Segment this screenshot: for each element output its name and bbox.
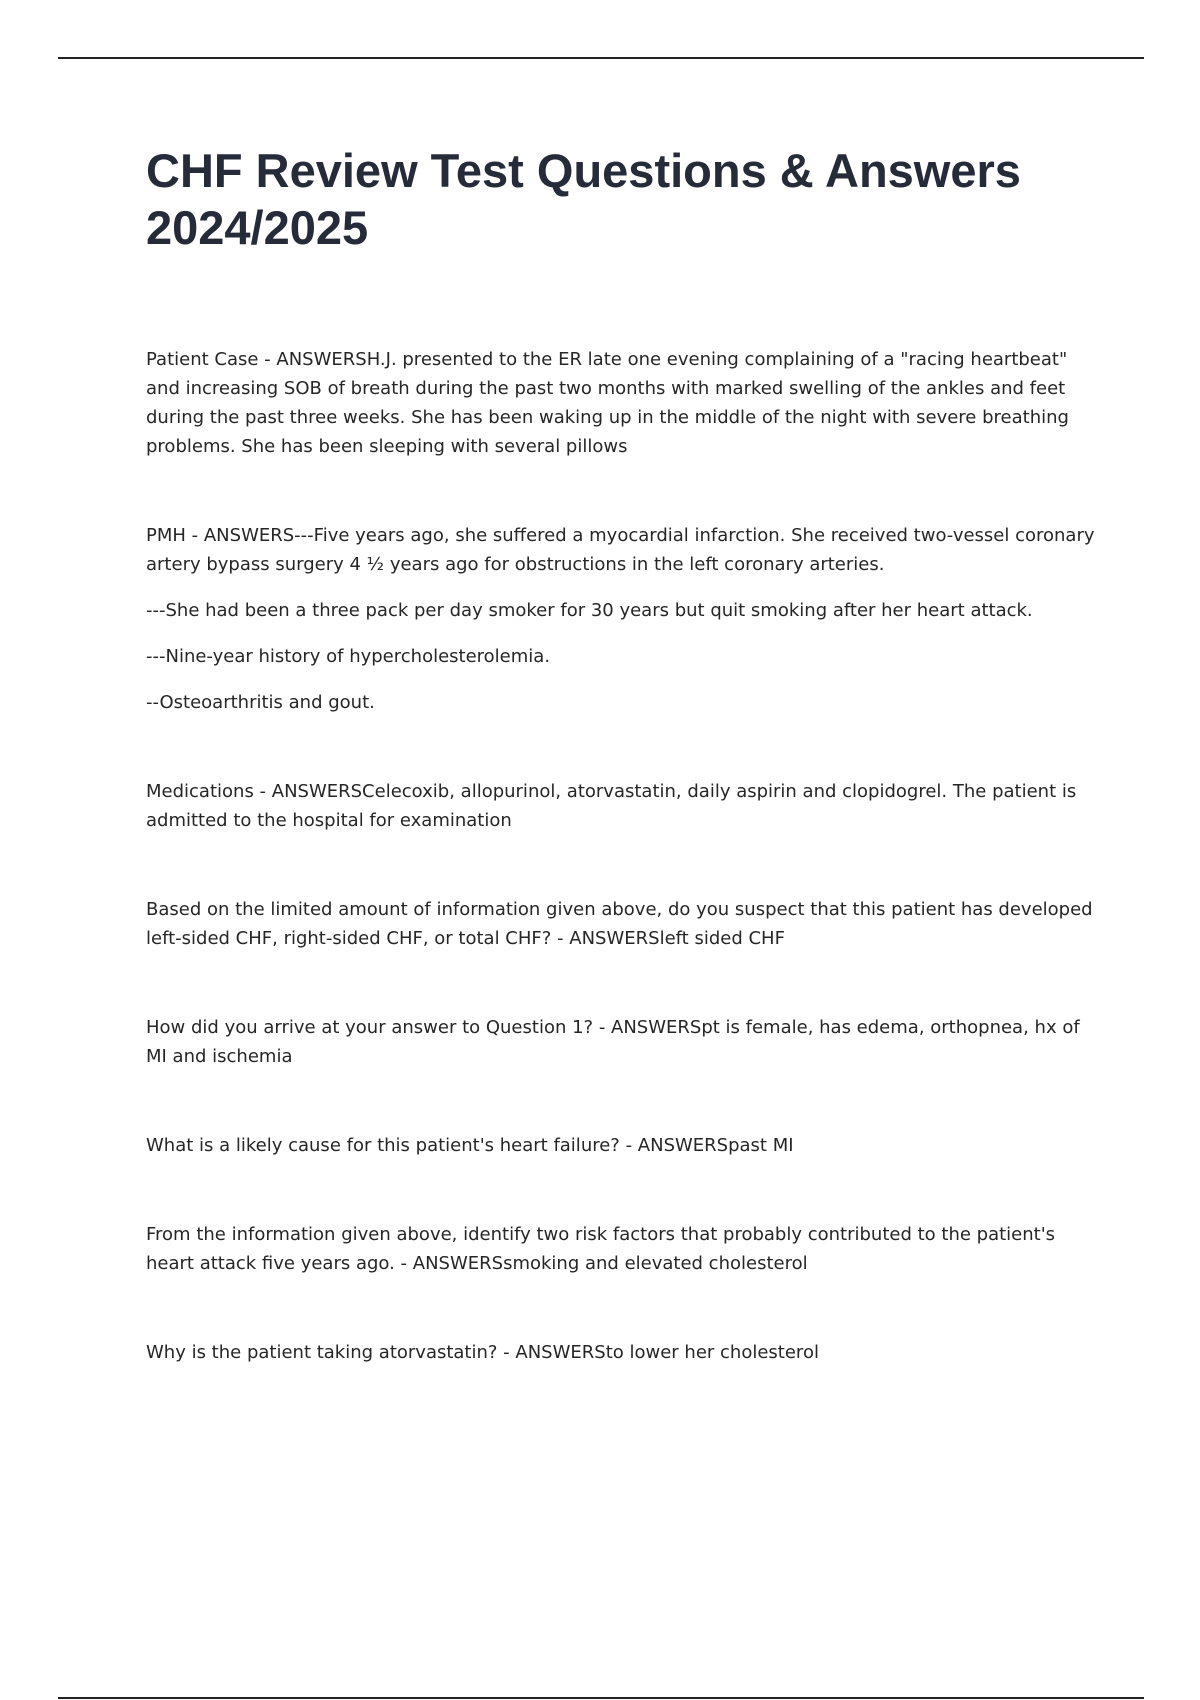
qa-patient-case: Patient Case - ANSWERSH.J. presented to the ER late one evening complaining of a "racing heartbeat" and increasing SOB of breath during the past two months with marked swelling of the ankles and feet during the past three weeks. She has been waking up in the middle of the night with severe breathing problems. She has been sleeping with several pillows: [146, 349, 1069, 457]
qa-atorvastatin: Why is the patient taking atorvastatin? - ANSWERSto lower her cholesterol: [146, 1342, 819, 1363]
qa-answer-reasoning: How did you arrive at your answer to Question 1? - ANSWERSpt is female, has edema, orthopnea, hx of MI and ischemia: [146, 1017, 1080, 1067]
pmh-smoking-note: ---She had been a three pack per day smoker for 30 years but quit smoking after her heart attack.: [146, 600, 1033, 621]
top-divider: [58, 57, 1144, 59]
qa-chf-type: Based on the limited amount of information given above, do you suspect that this patient has developed left-sided CHF, right-sided CHF, or total CHF? - ANSWERSleft sided CHF: [146, 899, 1093, 949]
qa-medications: Medications - ANSWERSCelecoxib, allopurinol, atorvastatin, daily aspirin and clopidogrel. The patient is admitted to the hospital for examination: [146, 781, 1077, 831]
qa-pmh: PMH - ANSWERS---Five years ago, she suffered a myocardial infarction. She received two-vessel coronary artery bypass surgery 4 ½ years ago for obstructions in the left coronary arteries.: [146, 525, 1095, 575]
document-body: [146, 345, 1096, 1367]
pmh-cholesterol-note: ---Nine-year history of hypercholesterolemia.: [146, 646, 551, 667]
bottom-divider: [58, 1697, 1144, 1699]
document-title: CHF Review Test Questions & Answers 2024/2025: [146, 144, 1021, 254]
qa-likely-cause: What is a likely cause for this patient's heart failure? - ANSWERSpast MI: [146, 1135, 794, 1156]
qa-risk-factors: From the information given above, identify two risk factors that probably contributed to the patient's heart attack five years ago. - ANSWERSsmoking and elevated cholesterol: [146, 1224, 1056, 1274]
pmh-osteoarthritis-note: --Osteoarthritis and gout.: [146, 692, 375, 713]
